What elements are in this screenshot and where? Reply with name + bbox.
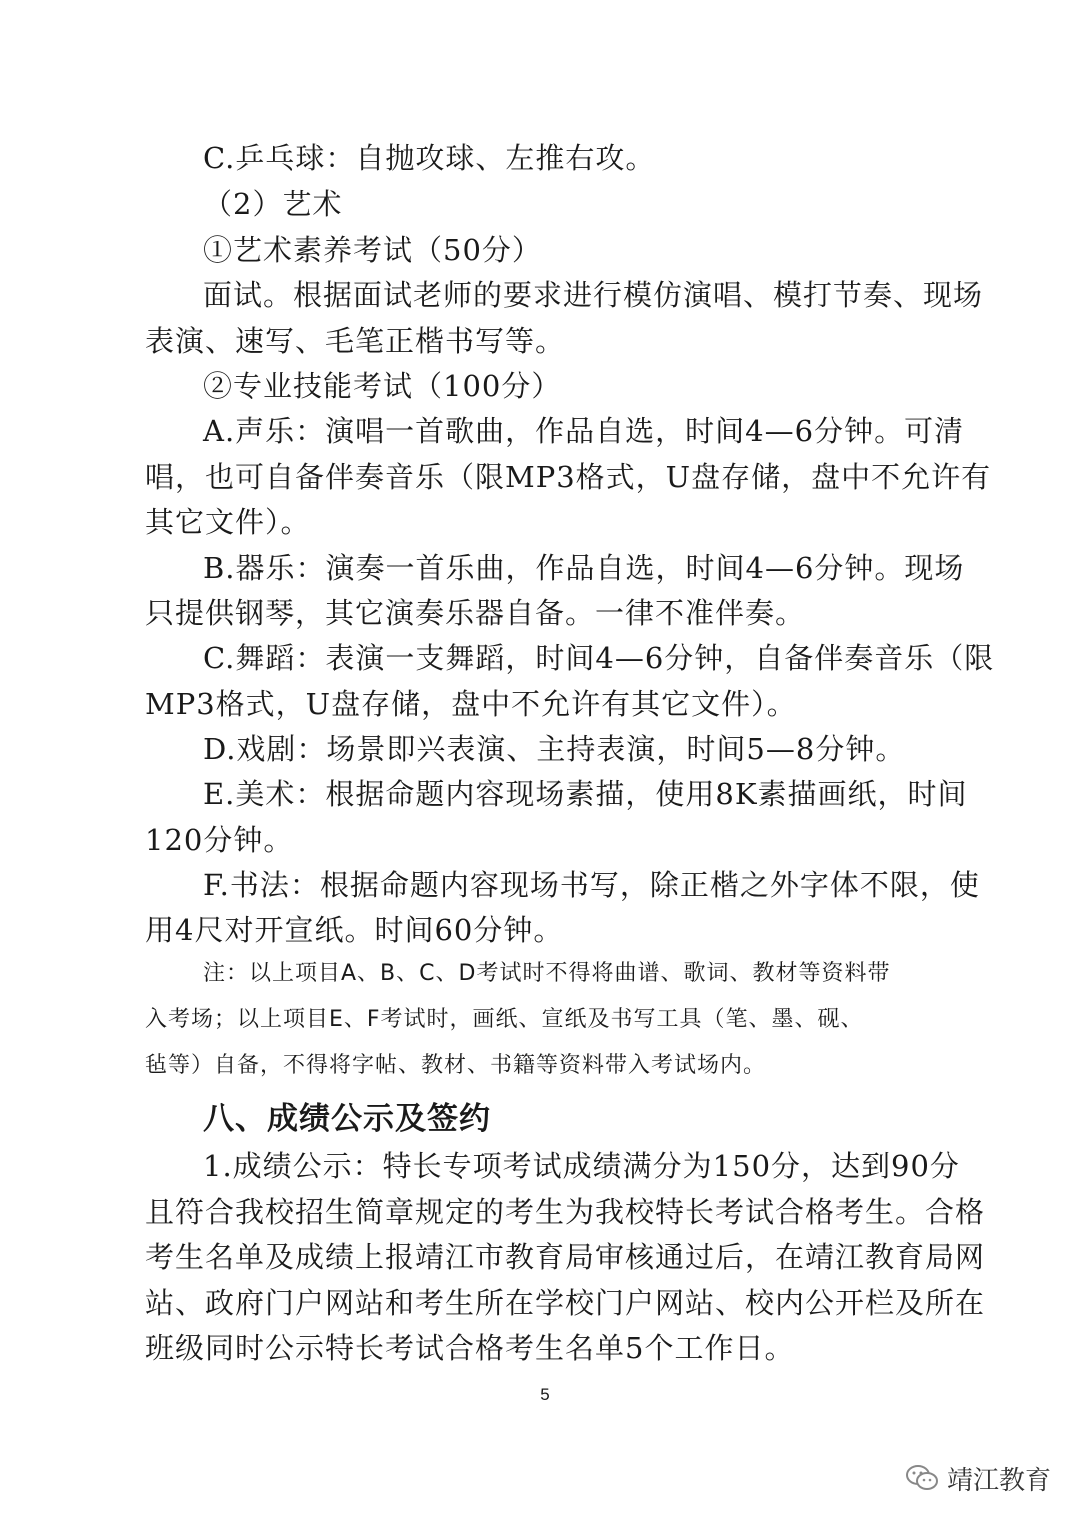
page-number: 5 — [540, 1385, 550, 1404]
text-line: ②专业技能考试（100分） — [203, 369, 562, 403]
text-line: A.声乐：演唱一首歌曲，作品自选，时间4—6分钟。可清 — [203, 414, 965, 448]
text-line: C.舞蹈：表演一支舞蹈，时间4—6分钟，自备伴奏音乐（限 — [203, 641, 995, 675]
text-line: ①艺术素养考试（50分） — [203, 233, 542, 267]
note-line: 注：以上项目A、B、C、D考试时不得将曲谱、歌词、教材等资料带 — [203, 961, 891, 986]
text-line: （2）艺术 — [203, 187, 343, 221]
text-line: 站、政府门户网站和考生所在学校门户网站、校内公开栏及所在 — [145, 1286, 986, 1320]
text-line: E.美术：根据命题内容现场素描，使用8K素描画纸，时间 — [203, 777, 968, 811]
wechat-icon — [905, 1464, 939, 1492]
text-line: 120分钟。 — [145, 823, 294, 857]
text-line: F.书法：根据命题内容现场书写，除正楷之外字体不限，使 — [203, 868, 980, 902]
text-line: B.器乐：演奏一首乐曲，作品自选，时间4—6分钟。现场 — [203, 551, 965, 585]
text-line: MP3格式，U盘存储，盘中不允许有其它文件）。 — [145, 687, 797, 721]
text-line: 1.成绩公示：特长专项考试成绩满分为150分，达到90分 — [203, 1149, 960, 1183]
watermark-text: 靖江教育 — [947, 1465, 1052, 1496]
text-line: 考生名单及成绩上报靖江市教育局审核通过后，在靖江教育局网 — [145, 1240, 986, 1274]
text-line: 班级同时公示特长考试合格考生名单5个工作日。 — [145, 1331, 795, 1365]
watermark — [905, 1458, 1051, 1498]
text-line: 唱，也可自备伴奏音乐（限MP3格式，U盘存储，盘中不允许有 — [145, 460, 992, 494]
text-line: 表演、速写、毛笔正楷书写等。 — [145, 324, 566, 358]
text-line: 其它文件）。 — [145, 505, 311, 539]
note-line: 毡等）自备，不得将字帖、教材、书籍等资料带入考试场内。 — [145, 1053, 767, 1078]
text-line: 面试。根据面试老师的要求进行模仿演唱、模打节奏、现场 — [203, 278, 984, 312]
note-line: 入考场；以上项目E、F考试时，画纸、宣纸及书写工具（笔、墨、砚、 — [145, 1007, 864, 1032]
text-line: 只提供钢琴，其它演奏乐器自备。一律不准伴奏。 — [145, 596, 806, 630]
text-line: 且符合我校招生简章规定的考生为我校特长考试合格考生。合格 — [145, 1195, 986, 1229]
section-heading: 八、成绩公示及签约 — [203, 1101, 491, 1137]
text-line: C.乒乓球：自抛攻球、左推右攻。 — [203, 141, 656, 175]
text-line: 用4尺对开宣纸。时间60分钟。 — [145, 913, 564, 947]
text-line: D.戏剧：场景即兴表演、主持表演，时间5—8分钟。 — [203, 732, 906, 766]
